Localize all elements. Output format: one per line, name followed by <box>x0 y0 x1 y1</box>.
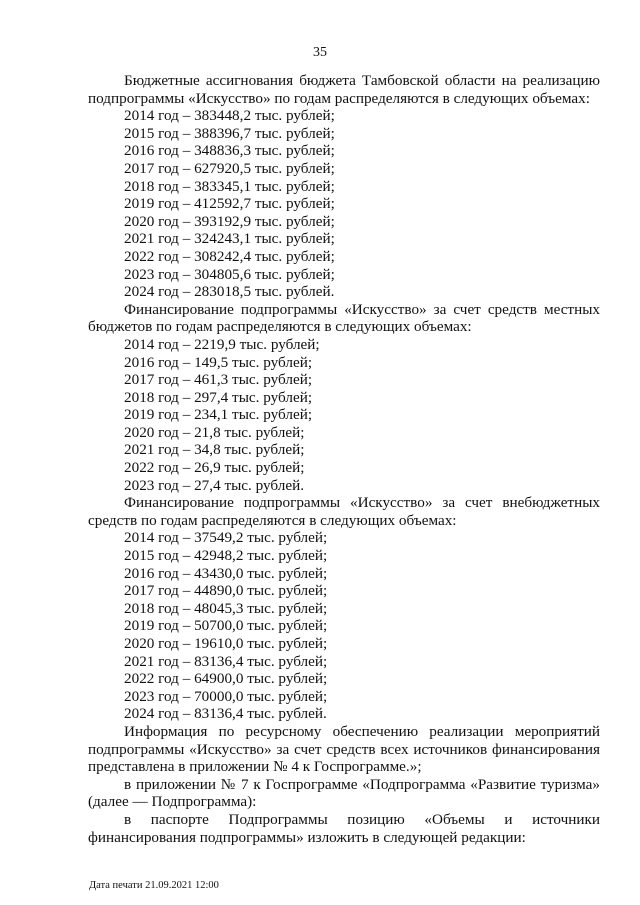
list-item: 2019 год – 234,1 тыс. рублей; <box>124 406 313 424</box>
list-item: 2024 год – 83136,4 тыс. рублей. <box>124 705 327 723</box>
list-item: 2023 год – 27,4 тыс. рублей. <box>124 476 305 494</box>
passport-paragraph-line1: в паспорте Подпрограммы позицию «Объемы и источники <box>124 810 600 828</box>
section1-intro-line2: подпрограммы «Искусство» по годам распределяются в следующих объемах: <box>88 89 590 107</box>
list-item: 2016 год – 43430,0 тыс. рублей; <box>124 564 328 582</box>
appendix-paragraph-line2: (далее — Подпрограмма): <box>88 793 257 811</box>
list-item: 2023 год – 70000,0 тыс. рублей; <box>124 687 328 705</box>
list-item: 2021 год – 34,8 тыс. рублей; <box>124 441 305 459</box>
list-item: 2020 год – 21,8 тыс. рублей; <box>124 423 305 441</box>
list-item: 2020 год – 19610,0 тыс. рублей; <box>124 635 328 652</box>
list-item: 2023 год – 304805,6 тыс. рублей; <box>124 265 335 283</box>
list-item: 2017 год – 461,3 тыс. рублей; <box>124 371 313 389</box>
list-item: 2018 год – 48045,3 тыс. рублей; <box>124 599 328 617</box>
section3-year-list <box>88 529 600 723</box>
list-item: 2014 год – 383448,2 тыс. рублей; <box>124 107 335 125</box>
list-item: 2014 год – 2219,9 тыс. рублей; <box>124 335 320 353</box>
list-item: 2022 год – 26,9 тыс. рублей; <box>124 459 305 477</box>
section3-intro-line1: Финансирование подпрограммы «Искусство» за счет внебюджетных <box>124 494 600 512</box>
section2-year-list <box>88 336 600 494</box>
list-item: 2014 год – 37549,2 тыс. рублей; <box>124 529 328 547</box>
list-item: 2021 год – 83136,4 тыс. рублей; <box>124 652 328 670</box>
document-body <box>88 72 600 846</box>
passport-paragraph-line2: финансирования подпрограммы» изложить в следующей редакции: <box>88 828 526 846</box>
list-item: 2015 год – 42948,2 тыс. рублей; <box>124 547 328 565</box>
list-item: 2020 год – 393192,9 тыс. рублей; <box>124 212 335 230</box>
list-item: 2019 год – 412592,7 тыс. рублей; <box>124 195 335 213</box>
list-item: 2017 год – 627920,5 тыс. рублей; <box>124 159 335 177</box>
list-item: 2017 год – 44890,0 тыс. рублей; <box>124 582 328 600</box>
list-item: 2018 год – 297,4 тыс. рублей; <box>124 388 313 406</box>
appendix-paragraph-line1: в приложении № 7 к Госпрограмме «Подпрограмма «Развитие туризма» <box>124 775 600 793</box>
list-item: 2024 год – 283018,5 тыс. рублей. <box>124 283 335 301</box>
section2-intro-line2: бюджетов по годам распределяются в следующих объемах: <box>88 318 472 336</box>
list-item: 2022 год – 64900,0 тыс. рублей; <box>124 670 328 688</box>
info-paragraph-line2: подпрограммы «Искусство» за счет средств всех источников финансирования <box>88 740 600 758</box>
page-number: 35 <box>313 45 327 60</box>
section2-intro-line1: Финансирование подпрограммы «Искусство» за счет средств местных <box>124 300 600 318</box>
section3-intro-line2: средств по годам распределяются в следующих объемах: <box>88 511 457 529</box>
list-item: 2015 год – 388396,7 тыс. рублей; <box>124 124 335 142</box>
list-item: 2022 год – 308242,4 тыс. рублей; <box>124 247 335 265</box>
info-paragraph-line3: представлена в приложении № 4 к Госпрограмме.»; <box>88 758 422 776</box>
list-item: 2021 год – 324243,1 тыс. рублей; <box>124 230 335 248</box>
section1-year-list <box>88 107 600 301</box>
list-item: 2016 год – 149,5 тыс. рублей; <box>124 353 313 371</box>
print-date-footer: Дата печати 21.09.2021 12:00 <box>89 880 219 891</box>
list-item: 2019 год – 50700,0 тыс. рублей; <box>124 617 328 635</box>
section1-intro-line1: Бюджетные ассигнования бюджета Тамбовской области на реализацию <box>124 72 600 89</box>
list-item: 2016 год – 348836,3 тыс. рублей; <box>124 142 335 160</box>
info-paragraph-line1: Информация по ресурсному обеспечению реализации мероприятий <box>124 722 600 740</box>
list-item: 2018 год – 383345,1 тыс. рублей; <box>124 177 335 195</box>
